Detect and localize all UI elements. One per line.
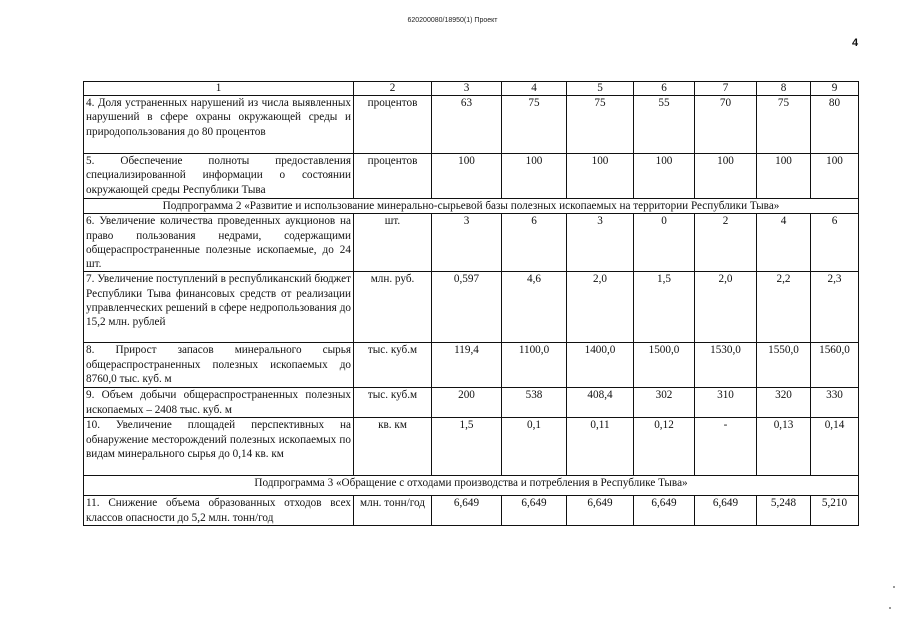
- value-cell: 55: [634, 96, 695, 154]
- table-row: [84, 272, 859, 343]
- column-header: 4: [502, 82, 567, 96]
- value-cell: 2,0: [567, 272, 634, 343]
- unit-cell: шт.: [354, 214, 432, 272]
- value-cell: 75: [757, 96, 811, 154]
- value-cell: 0,12: [634, 418, 695, 476]
- value-cell: 6: [811, 214, 859, 272]
- value-cell: 1,5: [634, 272, 695, 343]
- scan-speck: [893, 586, 895, 588]
- value-cell: 3: [567, 214, 634, 272]
- value-cell: 408,4: [567, 388, 634, 418]
- value-cell: 80: [811, 96, 859, 154]
- column-header: 7: [695, 82, 757, 96]
- column-header: 6: [634, 82, 695, 96]
- indicator-name: 4. Доля устраненных нарушений из числа выявленных нарушений в сфере охраны окружающей среды и природопользования до 80 процентов: [84, 96, 354, 154]
- value-cell: 100: [502, 154, 567, 199]
- column-header-row: [84, 82, 859, 96]
- value-cell: 200: [432, 388, 502, 418]
- unit-cell: млн. руб.: [354, 272, 432, 343]
- value-cell: 100: [634, 154, 695, 199]
- indicator-name: 7. Увеличение поступлений в республиканский бюджет Республики Тыва финансовых средств от реализации управленческих решений в сфере недропользования до 15,2 млн. рублей: [84, 272, 354, 343]
- value-cell: 6,649: [432, 496, 502, 526]
- value-cell: 6,649: [567, 496, 634, 526]
- value-cell: 5,210: [811, 496, 859, 526]
- unit-cell: млн. тонн/год: [354, 496, 432, 526]
- value-cell: 75: [567, 96, 634, 154]
- value-cell: 538: [502, 388, 567, 418]
- value-cell: 5,248: [757, 496, 811, 526]
- indicator-name: 10. Увеличение площадей перспективных на обнаружение месторождений полезных ископаемых по видам минерального сырья до 0,14 кв. км: [84, 418, 354, 476]
- indicators-table: [83, 81, 859, 526]
- page-number: 4: [852, 37, 859, 49]
- value-cell: 6,649: [634, 496, 695, 526]
- unit-cell: тыс. куб.м: [354, 388, 432, 418]
- value-cell: 6,649: [695, 496, 757, 526]
- value-cell: 1,5: [432, 418, 502, 476]
- indicator-name: 6. Увеличение количества проведенных аукционов на право пользования недрами, содержащими общераспространенные полезные ископаемые, до 24 шт.: [84, 214, 354, 272]
- value-cell: 4: [757, 214, 811, 272]
- table-row: [84, 154, 859, 199]
- table-row: [84, 96, 859, 154]
- value-cell: 70: [695, 96, 757, 154]
- value-cell: 100: [567, 154, 634, 199]
- value-cell: 2: [695, 214, 757, 272]
- value-cell: 100: [811, 154, 859, 199]
- document-header-code: 620200080/18950(1) Проект: [407, 17, 498, 24]
- table-row: [84, 388, 859, 418]
- column-header: 9: [811, 82, 859, 96]
- value-cell: 1560,0: [811, 343, 859, 388]
- unit-cell: кв. км: [354, 418, 432, 476]
- value-cell: 302: [634, 388, 695, 418]
- subprogram-title: Подпрограмма 3 «Обращение с отходами производства и потребления в Республике Тыва»: [84, 476, 859, 496]
- value-cell: 75: [502, 96, 567, 154]
- unit-cell: тыс. куб.м: [354, 343, 432, 388]
- unit-cell: процентов: [354, 96, 432, 154]
- subprogram-title: Подпрограмма 2 «Развитие и использование минерально-сырьевой базы полезных ископаемых на территории Республики Тыва»: [84, 199, 859, 214]
- value-cell: 3: [432, 214, 502, 272]
- subprogram-row: [84, 476, 859, 496]
- value-cell: 1400,0: [567, 343, 634, 388]
- scan-speck: [889, 607, 891, 609]
- value-cell: 0,11: [567, 418, 634, 476]
- table-row: [84, 214, 859, 272]
- value-cell: 2,0: [695, 272, 757, 343]
- value-cell: 100: [432, 154, 502, 199]
- value-cell: 1500,0: [634, 343, 695, 388]
- column-header: 5: [567, 82, 634, 96]
- table-row: [84, 343, 859, 388]
- value-cell: 4,6: [502, 272, 567, 343]
- value-cell: 2,3: [811, 272, 859, 343]
- table-row: [84, 418, 859, 476]
- value-cell: 0,1: [502, 418, 567, 476]
- value-cell: 0,597: [432, 272, 502, 343]
- value-cell: 320: [757, 388, 811, 418]
- value-cell: 6,649: [502, 496, 567, 526]
- indicator-name: 8. Прирост запасов минерального сырья общераспространенных полезных ископаемых до 8760,0 тыс. куб. м: [84, 343, 354, 388]
- subprogram-row: [84, 199, 859, 214]
- value-cell: 6: [502, 214, 567, 272]
- value-cell: 0,14: [811, 418, 859, 476]
- value-cell: 1100,0: [502, 343, 567, 388]
- value-cell: 330: [811, 388, 859, 418]
- value-cell: 1530,0: [695, 343, 757, 388]
- indicator-name: 9. Объем добычи общераспространенных полезных ископаемых – 2408 тыс. куб. м: [84, 388, 354, 418]
- value-cell: 0,13: [757, 418, 811, 476]
- column-header: 1: [84, 82, 354, 96]
- indicator-name: 11. Снижение объема образованных отходов всех классов опасности до 5,2 млн. тонн/год: [84, 496, 354, 526]
- value-cell: 1550,0: [757, 343, 811, 388]
- value-cell: -: [695, 418, 757, 476]
- column-header: 3: [432, 82, 502, 96]
- value-cell: 100: [757, 154, 811, 199]
- column-header: 8: [757, 82, 811, 96]
- table-row: [84, 496, 859, 526]
- unit-cell: процентов: [354, 154, 432, 199]
- value-cell: 2,2: [757, 272, 811, 343]
- value-cell: 119,4: [432, 343, 502, 388]
- value-cell: 0: [634, 214, 695, 272]
- column-header: 2: [354, 82, 432, 96]
- value-cell: 310: [695, 388, 757, 418]
- value-cell: 100: [695, 154, 757, 199]
- indicator-name: 5. Обеспечение полноты предоставления специализированной информации о состоянии окружающей среды Республики Тыва: [84, 154, 354, 199]
- value-cell: 63: [432, 96, 502, 154]
